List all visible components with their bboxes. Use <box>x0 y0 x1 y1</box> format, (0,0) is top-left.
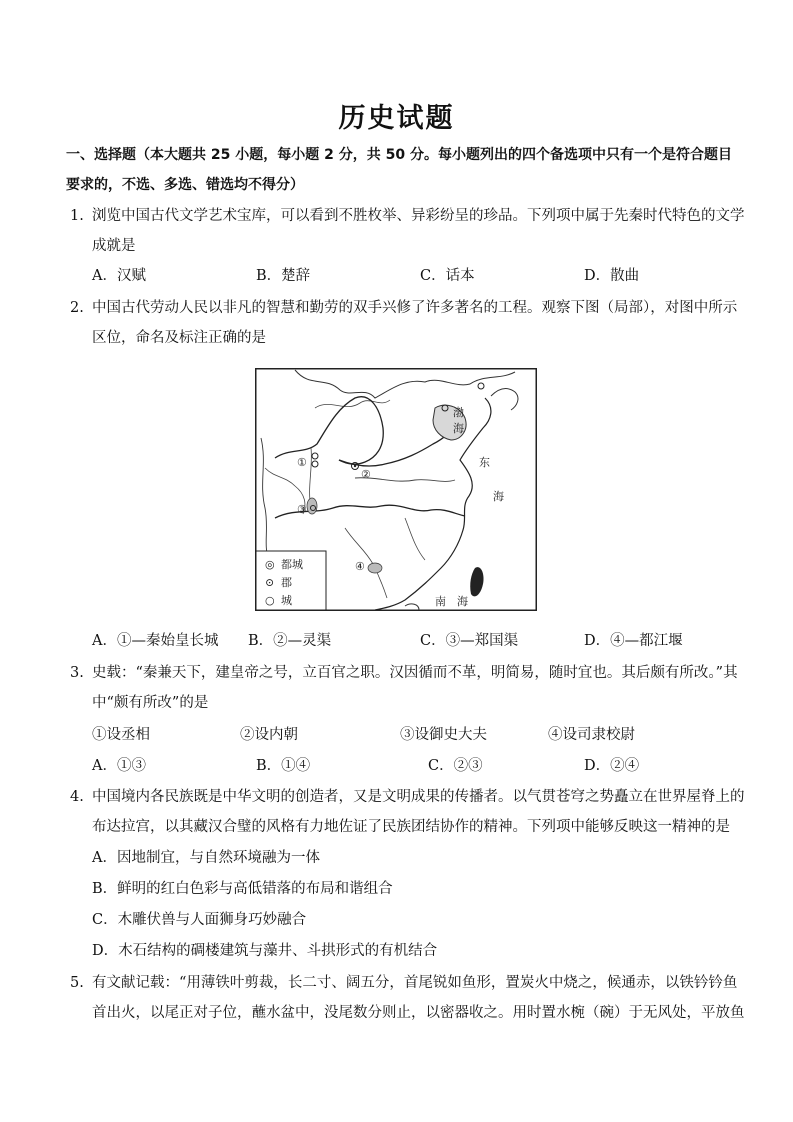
option-d: D．②④ <box>584 758 640 774</box>
statement-item: ④设司隶校尉 <box>548 727 635 743</box>
marker-2: ② <box>361 468 371 481</box>
option-c: C．③—郑国渠 <box>420 633 519 649</box>
option-b: B．鲜明的红白色彩与高低错落的布局和谐组合 <box>92 881 393 897</box>
option-a: A．①③ <box>92 758 146 774</box>
question-number: 3. <box>70 665 84 681</box>
sea-label-nan-hai: 海 <box>457 595 468 608</box>
statement-item: ①设丞相 <box>92 727 150 743</box>
question-number: 2. <box>70 300 84 316</box>
question-text: 浏览中国古代文学艺术宝库，可以看到不胜枚举、异彩纷呈的珍品。下列项中属于先秦时代特色的文学 <box>92 208 745 224</box>
option-d: D．④—都江堰 <box>584 633 683 649</box>
section-heading-line1: 一、选择题（本大题共 25 小题，每小题 2 分，共 50 分。每小题列出的四个备选项中只有一个是符合题目 <box>66 147 732 163</box>
legend-label: 都城 <box>281 558 303 571</box>
question-text: 中国古代劳动人民以非凡的智慧和勤劳的双手兴修了许多著名的工程。观察下图（局部），对图中所示 <box>92 300 738 316</box>
marker-3: ③ <box>297 503 307 516</box>
question-text: 成就是 <box>92 238 136 254</box>
china-map-svg <box>255 368 537 611</box>
option-b: B．①④ <box>256 758 311 774</box>
option-a: A．因地制宜，与自然环境融为一体 <box>92 850 320 866</box>
sea-label-nan: 南 <box>435 595 446 608</box>
option-d: D．木石结构的碉楼建筑与藻井、斗拱形式的有机结合 <box>92 943 438 959</box>
legend-symbol: ◎ <box>265 558 275 571</box>
legend-symbol: ⊙ <box>265 576 275 589</box>
legend-label: 郡 <box>281 576 292 589</box>
question-text: 史载：“秦兼天下，建皇帝之号，立百官之职。汉因循而不革，明简易，随时宜也。其后颇有所改。”其 <box>92 665 738 681</box>
question-text: 首出火，以尾正对子位，蘸水盆中，没尾数分则止，以密器收之。用时置水椀（碗）于无风处，平放鱼 <box>92 1005 745 1021</box>
option-c: C．话本 <box>420 268 475 284</box>
question-text: 有文献记载：“用薄铁叶剪裁，长二寸、阔五分，首尾锐如鱼形，置炭火中烧之，候通赤，以铁钤钤鱼 <box>92 975 738 991</box>
question-text: 中“颇有所改”的是 <box>92 695 209 711</box>
legend-label: 城 <box>281 594 292 607</box>
option-d: D．散曲 <box>584 268 640 284</box>
marker-1: ① <box>297 456 307 469</box>
section-heading-line2: 要求的，不选、多选、错选均不得分） <box>66 177 304 193</box>
map-figure <box>255 368 537 611</box>
question-text: 区位，命名及标注正确的是 <box>92 330 266 346</box>
page-title: 历史试题 <box>338 103 455 134</box>
question-number: 1. <box>70 208 84 224</box>
marker-4: ④ <box>355 560 365 573</box>
statement-item: ③设御史大夫 <box>400 727 487 743</box>
option-b: B．楚辞 <box>256 268 311 284</box>
question-number: 5. <box>70 975 84 991</box>
option-c: C．②③ <box>428 758 483 774</box>
legend-symbol: ○ <box>265 594 275 607</box>
sea-label-bo: 渤 <box>453 406 464 419</box>
option-b: B．②—灵渠 <box>248 633 332 649</box>
capital-symbol-dot <box>354 465 356 467</box>
sea-label-dong: 东 <box>479 456 490 469</box>
question-text: 布达拉宫，以其藏汉合璧的风格有力地佐证了民族团结协作的精神。下列项中能够反映这一精神的是 <box>92 819 730 835</box>
option-c: C．木雕伏兽与人面狮身巧妙融合 <box>92 912 307 928</box>
option-a: A．汉赋 <box>92 268 146 284</box>
sea-label-hai: 海 <box>453 422 464 435</box>
question-number: 4. <box>70 789 84 805</box>
sea-label-dong-hai: 海 <box>493 490 504 503</box>
statement-item: ②设内朝 <box>240 727 298 743</box>
question-text: 中国境内各民族既是中华文明的创造者，又是文明成果的传播者。以气贯苍穹之势矗立在世界屋脊上的 <box>92 789 745 805</box>
option-a: A．①—秦始皇长城 <box>92 633 219 649</box>
hatched-area-4 <box>368 563 382 573</box>
